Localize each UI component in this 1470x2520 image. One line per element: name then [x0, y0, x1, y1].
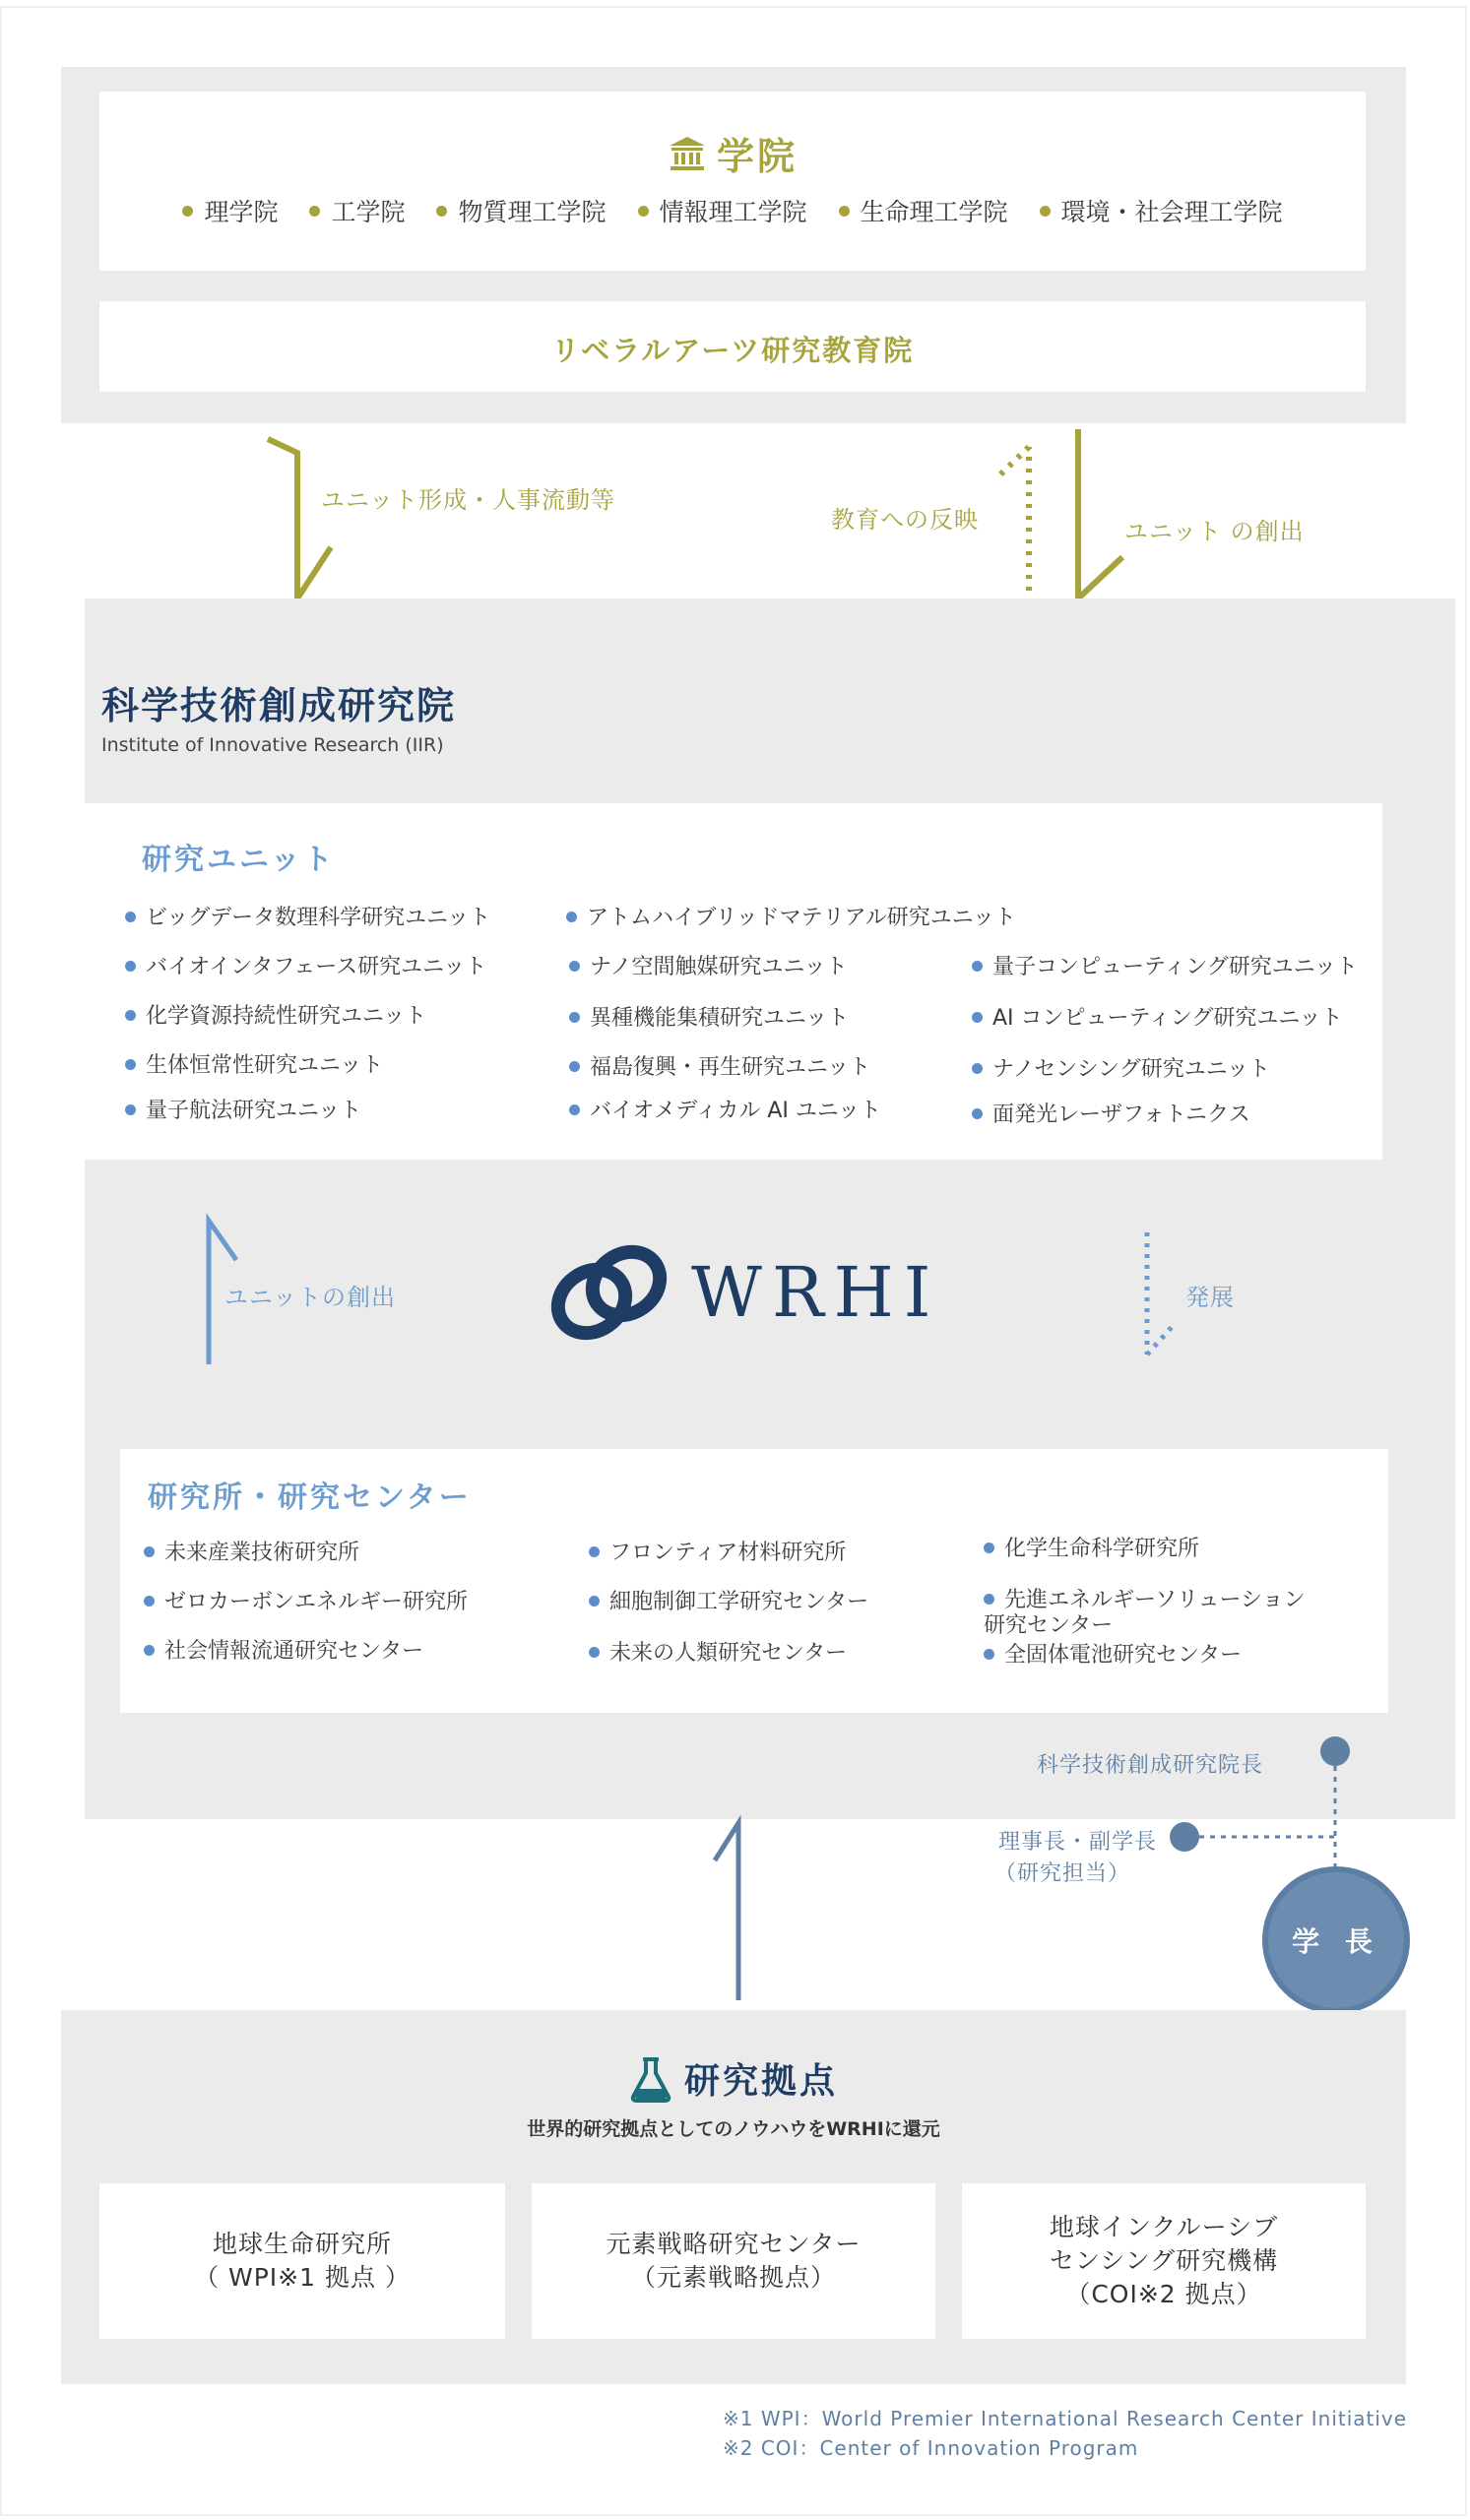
unit-item: ビッグデータ数理科学研究ユニット: [125, 906, 490, 931]
director-node: [1320, 1736, 1350, 1766]
hub-designation: （COI※2 拠点）: [1065, 2280, 1262, 2308]
hubs-heading: [61, 2053, 1406, 2104]
school-item: 理学院: [182, 193, 278, 228]
unit-item: ナノ空間触媒研究ユニット: [569, 955, 848, 980]
unit-item: 面発光レーザフォトニクス: [972, 1102, 1250, 1128]
center-item: 化学生命科学研究所: [984, 1537, 1199, 1562]
school-item: 環境・社会理工学院: [1040, 193, 1283, 228]
iir-subtitle: Institute of Innovative Research (IIR): [101, 734, 444, 756]
arrow-unit-creation: [1078, 429, 1122, 598]
unit-item: バイオメディカル AI ユニット: [569, 1099, 881, 1124]
center-item: 細胞制御工学研究センター: [589, 1590, 868, 1615]
unit-item: アトムハイブリッドマテリアル研究ユニット: [566, 906, 1016, 931]
footnote-wpi: ※1 WPI：World Premier International Research Center Initiative: [723, 2407, 1408, 2430]
footnotes: [723, 2404, 1407, 2463]
hub-name: 元素戦略研究センター: [606, 2230, 862, 2258]
schools-panel: [99, 92, 1366, 271]
unit-item: 福島復興・再生研究ユニット: [569, 1055, 870, 1081]
institution-icon: [668, 135, 707, 172]
hub-name: 地球生命研究所: [212, 2230, 392, 2258]
unit-item: AI コンピューティング研究ユニット: [972, 1006, 1342, 1032]
research-units-title: 研究ユニット: [142, 843, 336, 877]
flask-icon: [629, 2055, 672, 2103]
hub-card: [99, 2183, 505, 2339]
arrow-unit-formation: [268, 439, 331, 598]
center-item: 未来産業技術研究所: [144, 1541, 359, 1566]
liberal-arts-label: リベラルアーツ研究教育院: [550, 334, 915, 367]
hubs-subtitle: 世界的研究拠点としてのノウハウをWRHIに還元: [527, 2118, 940, 2140]
center-item: 先進エネルギーソリューション研究センター: [984, 1588, 1318, 1639]
unit-item: 量子航法研究ユニット: [125, 1099, 361, 1124]
unit-item: 化学資源持続性研究ユニット: [125, 1004, 426, 1030]
unit-item: 生体恒常性研究ユニット: [125, 1053, 383, 1079]
hubs-title: 研究拠点: [683, 2061, 838, 2102]
label-unit-formation: ユニット形成・人事流動等: [321, 486, 616, 514]
school-item: 情報理工学院: [638, 193, 807, 228]
vice-note: （研究担当）: [994, 1861, 1131, 1886]
hub-name: 地球インクルーシブ: [1049, 2213, 1279, 2241]
label-unit-creation-top: ユニット の創出: [1124, 518, 1305, 545]
vice-node: [1170, 1822, 1199, 1852]
hub-card: [532, 2183, 935, 2339]
schools-title: 学院: [716, 135, 798, 178]
school-item: 生命理工学院: [839, 193, 1008, 228]
president-badge: [1262, 1866, 1410, 2014]
school-item: 物質理工学院: [436, 193, 606, 228]
wrhi-logo-icon: [547, 1234, 671, 1353]
unit-item: ナノセンシング研究ユニット: [972, 1057, 1270, 1083]
center-item: 未来の人類研究センター: [589, 1641, 847, 1667]
school-item: 工学院: [309, 193, 405, 228]
schools-heading: [99, 126, 1366, 180]
research-centers-title: 研究所・研究センター: [148, 1480, 472, 1515]
arrow-hubs-to-iir: [715, 1823, 738, 2000]
director-label: 科学技術創成研究院長: [1037, 1753, 1264, 1778]
hub-designation: （元素戦略拠点）: [630, 2263, 836, 2292]
president-label: 学 長: [1292, 1925, 1380, 1958]
iir-title: 科学技術創成研究院: [101, 684, 457, 727]
unit-item: 量子コンピューティング研究ユニット: [972, 955, 1358, 980]
hub-designation: （ WPI※1 拠点 ）: [194, 2263, 411, 2292]
label-education: 教育への反映: [831, 506, 979, 534]
hub-name-2: センシング研究機構: [1049, 2246, 1279, 2275]
label-development: 発展: [1185, 1284, 1235, 1311]
hub-card: [962, 2183, 1366, 2339]
center-item: ゼロカーボンエネルギー研究所: [144, 1590, 468, 1615]
school-list: [99, 193, 1366, 228]
center-item: 社会情報流通研究センター: [144, 1639, 423, 1665]
wrhi-logo-text: WRHI: [691, 1252, 941, 1333]
unit-item: 異種機能集積研究ユニット: [569, 1006, 849, 1032]
center-item: フロンティア材料研究所: [589, 1541, 846, 1566]
footnote-coi: ※2 COI：Center of Innovation Program: [723, 2436, 1139, 2460]
center-item: 全固体電池研究センター: [984, 1643, 1242, 1669]
label-unit-creation-mid: ユニットの創出: [224, 1284, 397, 1311]
unit-item: バイオインタフェース研究ユニット: [125, 955, 486, 980]
vice-label: 理事長・副学長: [998, 1830, 1158, 1855]
